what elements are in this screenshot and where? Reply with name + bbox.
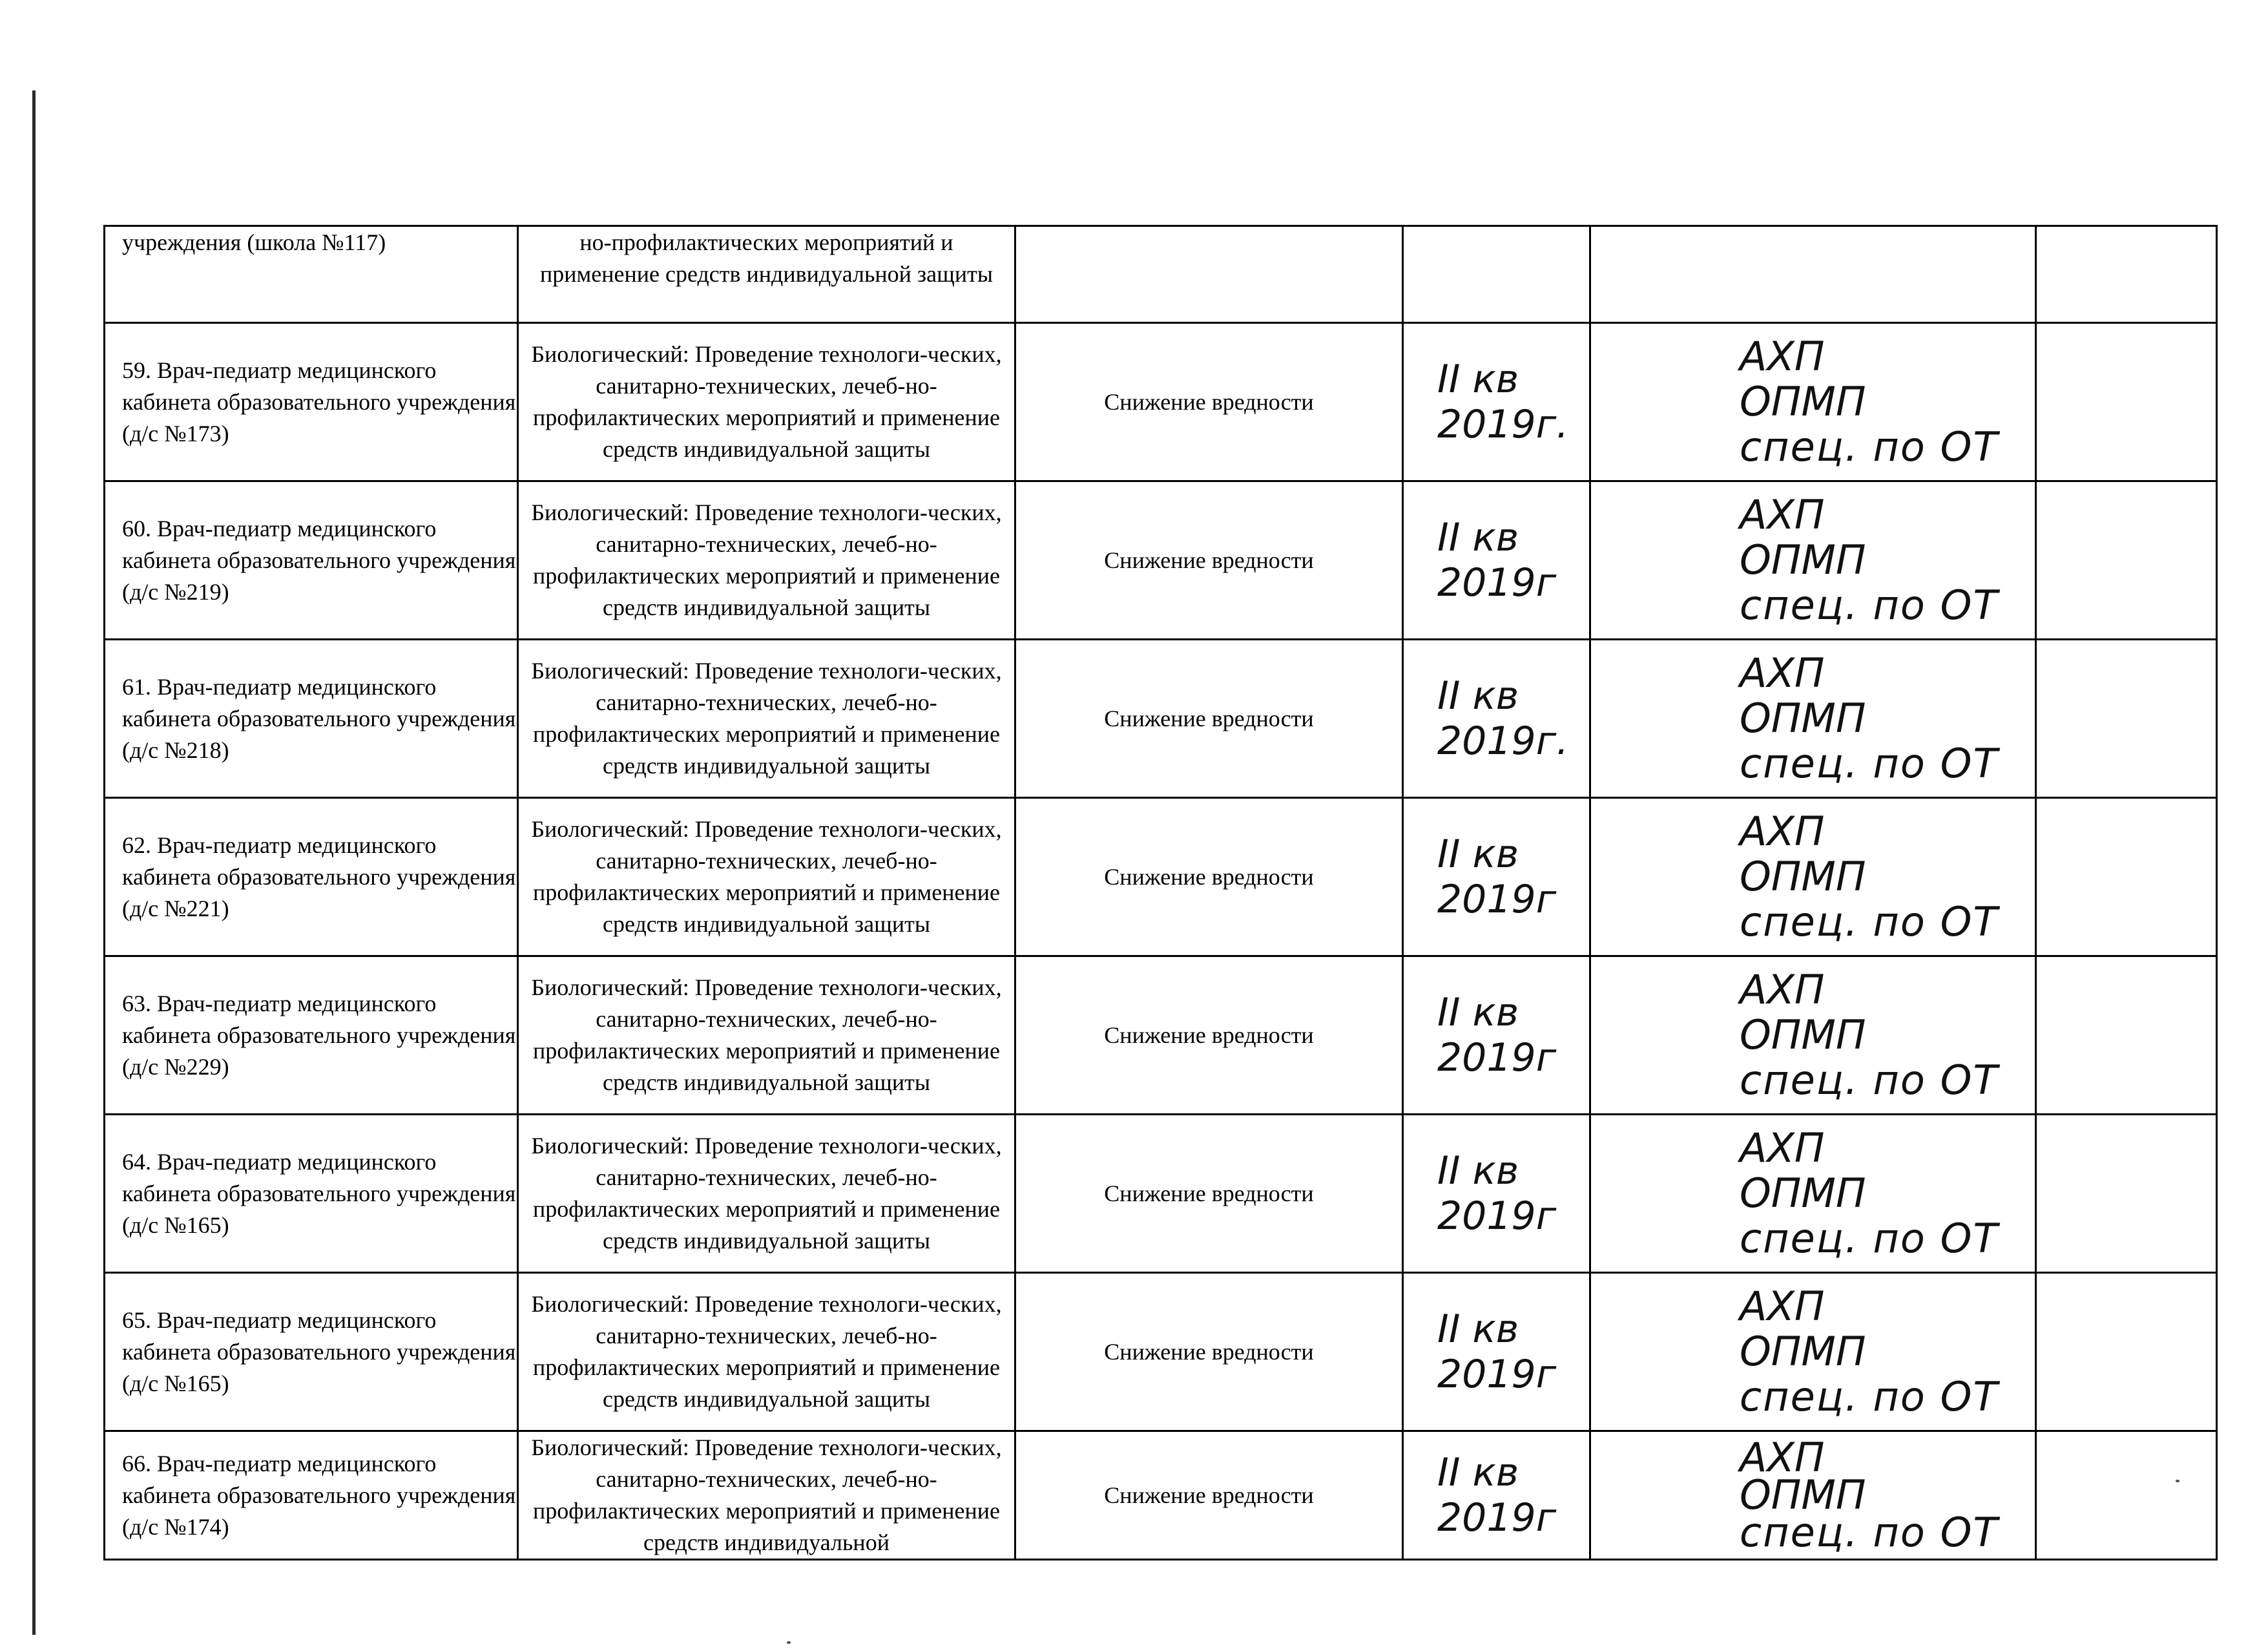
term-handwritten — [1403, 323, 1590, 481]
note-cell — [2036, 1273, 2217, 1431]
responsible-line: спец. по ОТ — [1740, 1509, 1999, 1556]
scan-speck — [787, 1641, 791, 1644]
measure-cell: Биологический: Проведение технологи-ческих, санитарно-технических, лечеб-но-профилактических мероприятий и применение средств индивидуальной защиты — [518, 323, 1015, 481]
term-year: 2019г — [1437, 1352, 1557, 1397]
responsible-line: АХП — [1740, 491, 1825, 538]
position-cell: 66. Врач-педиатр медицинского кабинета образовательного учреждения (д/с №174) — [105, 1431, 518, 1560]
position-cell: 62. Врач-педиатр медицинского кабинета образовательного учреждения (д/с №221) — [105, 798, 518, 956]
responsible-line: АХП — [1740, 1283, 1825, 1330]
term-year: 2019г — [1437, 1035, 1557, 1080]
goal-cell — [1015, 226, 1403, 323]
term-quarter: II кв — [1437, 990, 1519, 1035]
table-row — [105, 323, 2217, 481]
responsible-line: АХП — [1740, 333, 1825, 380]
table-row — [105, 1431, 2217, 1560]
note-cell — [2036, 956, 2217, 1115]
term-handwritten — [1403, 640, 1590, 798]
goal-cell: Снижение вредности — [1015, 1431, 1403, 1560]
measure-cell: Биологический: Проведение технологи-ческих, санитарно-технических, лечеб-но-профилактических мероприятий и применение средств индивидуальной защиты — [518, 1273, 1015, 1431]
term-handwritten — [1403, 481, 1590, 640]
term-quarter: II кв — [1437, 357, 1519, 402]
position-cell: учреждения (школа №117) — [105, 226, 518, 323]
goal-cell: Снижение вредности — [1015, 323, 1403, 481]
goal-cell: Снижение вредности — [1015, 640, 1403, 798]
term-year: 2019г. — [1437, 719, 1569, 764]
term-year: 2019г — [1437, 1495, 1557, 1540]
table-row — [105, 481, 2217, 640]
responsible-handwritten — [1590, 640, 2036, 798]
responsible-line: спец. по ОТ — [1740, 740, 1999, 787]
position-cell: 63. Врач-педиатр медицинского кабинета образовательного учреждения (д/с №229) — [105, 956, 518, 1115]
note-cell — [2036, 1115, 2217, 1273]
note-cell — [2036, 798, 2217, 956]
goal-cell: Снижение вредности — [1015, 1115, 1403, 1273]
term-year: 2019г. — [1437, 402, 1569, 447]
table-row — [105, 1273, 2217, 1431]
responsible-line: спец. по ОТ — [1740, 1056, 1999, 1104]
goal-cell: Снижение вредности — [1015, 481, 1403, 640]
responsible-handwritten — [1590, 956, 2036, 1115]
measure-cell: но-профилактических мероприятий и применение средств индивидуальной защиты — [518, 226, 1015, 323]
responsible-line: ОПМП — [1740, 695, 1866, 742]
responsible-line: ОПМП — [1740, 536, 1866, 583]
binder-edge-line — [32, 90, 36, 1635]
term-year: 2019г — [1437, 877, 1557, 922]
responsible-line: ОПМП — [1740, 1328, 1866, 1375]
responsible-line: АХП — [1740, 966, 1825, 1013]
goal-cell: Снижение вредности — [1015, 1273, 1403, 1431]
term-quarter: II кв — [1437, 673, 1519, 719]
responsible-handwritten — [1590, 1115, 2036, 1273]
term-year: 2019г — [1437, 560, 1557, 605]
responsible-line: спец. по ОТ — [1740, 1215, 1999, 1262]
term-quarter: II кв — [1437, 832, 1519, 877]
goal-cell: Снижение вредности — [1015, 956, 1403, 1115]
table-row — [105, 956, 2217, 1115]
position-cell: 64. Врач-педиатр медицинского кабинета образовательного учреждения (д/с №165) — [105, 1115, 518, 1273]
measure-cell: Биологический: Проведение технологи-ческих, санитарно-технических, лечеб-но-профилактических мероприятий и применение средств индивидуальной защиты — [518, 1115, 1015, 1273]
note-cell — [2036, 323, 2217, 481]
measure-cell: Биологический: Проведение технологи-ческих, санитарно-технических, лечеб-но-профилактических мероприятий и применение средств индивидуальной — [518, 1431, 1015, 1560]
table-row — [105, 798, 2217, 956]
note-cell — [2036, 226, 2217, 323]
responsible-line: ОПМП — [1740, 378, 1866, 425]
responsible-line: ОПМП — [1740, 853, 1866, 900]
measure-cell: Биологический: Проведение технологи-ческих, санитарно-технических, лечеб-но-профилактических мероприятий и применение средств индивидуальной защиты — [518, 956, 1015, 1115]
table-row-continuation — [105, 226, 2217, 323]
measure-cell: Биологический: Проведение технологи-ческих, санитарно-технических, лечеб-но-профилактических мероприятий и применение средств индивидуальной защиты — [518, 798, 1015, 956]
term-handwritten — [1403, 956, 1590, 1115]
term-handwritten — [1403, 798, 1590, 956]
responsible-line: АХП — [1740, 1434, 1825, 1481]
responsible-line: ОПМП — [1740, 1471, 1866, 1518]
responsible-handwritten — [1590, 1273, 2036, 1431]
note-cell — [2036, 640, 2217, 798]
position-cell: 60. Врач-педиатр медицинского кабинета образовательного учреждения (д/с №219) — [105, 481, 518, 640]
responsible-line: АХП — [1740, 649, 1825, 697]
term-handwritten — [1403, 1115, 1590, 1273]
responsible-line: ОПМП — [1740, 1170, 1866, 1217]
term-cell — [1403, 226, 1590, 323]
responsible-line: спец. по ОТ — [1740, 423, 1999, 470]
term-quarter: II кв — [1437, 1450, 1519, 1495]
responsible-handwritten — [1590, 323, 2036, 481]
responsible-line: АХП — [1740, 808, 1825, 855]
measure-cell: Биологический: Проведение технологи-ческих, санитарно-технических, лечеб-но-профилактических мероприятий и применение средств индивидуальной защиты — [518, 640, 1015, 798]
table-row — [105, 640, 2217, 798]
responsible-cell — [1590, 226, 2036, 323]
position-cell: 59. Врач-педиатр медицинского кабинета образовательного учреждения (д/с №173) — [105, 323, 518, 481]
measure-cell: Биологический: Проведение технологи-ческих, санитарно-технических, лечеб-но-профилактических мероприятий и применение средств индивидуальной защиты — [518, 481, 1015, 640]
responsible-line: АХП — [1740, 1124, 1825, 1171]
note-cell — [2036, 481, 2217, 640]
responsible-line: спец. по ОТ — [1740, 898, 1999, 945]
term-year: 2019г — [1437, 1193, 1557, 1239]
table-row — [105, 1115, 2217, 1273]
term-quarter: II кв — [1437, 1307, 1519, 1352]
term-handwritten — [1403, 1273, 1590, 1431]
term-quarter: II кв — [1437, 1148, 1519, 1193]
term-quarter: II кв — [1437, 515, 1519, 560]
goal-cell: Снижение вредности — [1015, 798, 1403, 956]
responsible-line: ОПМП — [1740, 1011, 1866, 1058]
position-cell: 65. Врач-педиатр медицинского кабинета образовательного учреждения (д/с №165) — [105, 1273, 518, 1431]
responsible-handwritten — [1590, 798, 2036, 956]
term-handwritten — [1403, 1431, 1590, 1560]
responsible-handwritten — [1590, 481, 2036, 640]
position-cell: 61. Врач-педиатр медицинского кабинета образовательного учреждения (д/с №218) — [105, 640, 518, 798]
note-cell — [2036, 1431, 2217, 1560]
measures-table — [103, 225, 2218, 1560]
responsible-line: спец. по ОТ — [1740, 1373, 1999, 1420]
responsible-line: спец. по ОТ — [1740, 582, 1999, 629]
responsible-handwritten — [1590, 1431, 2036, 1560]
